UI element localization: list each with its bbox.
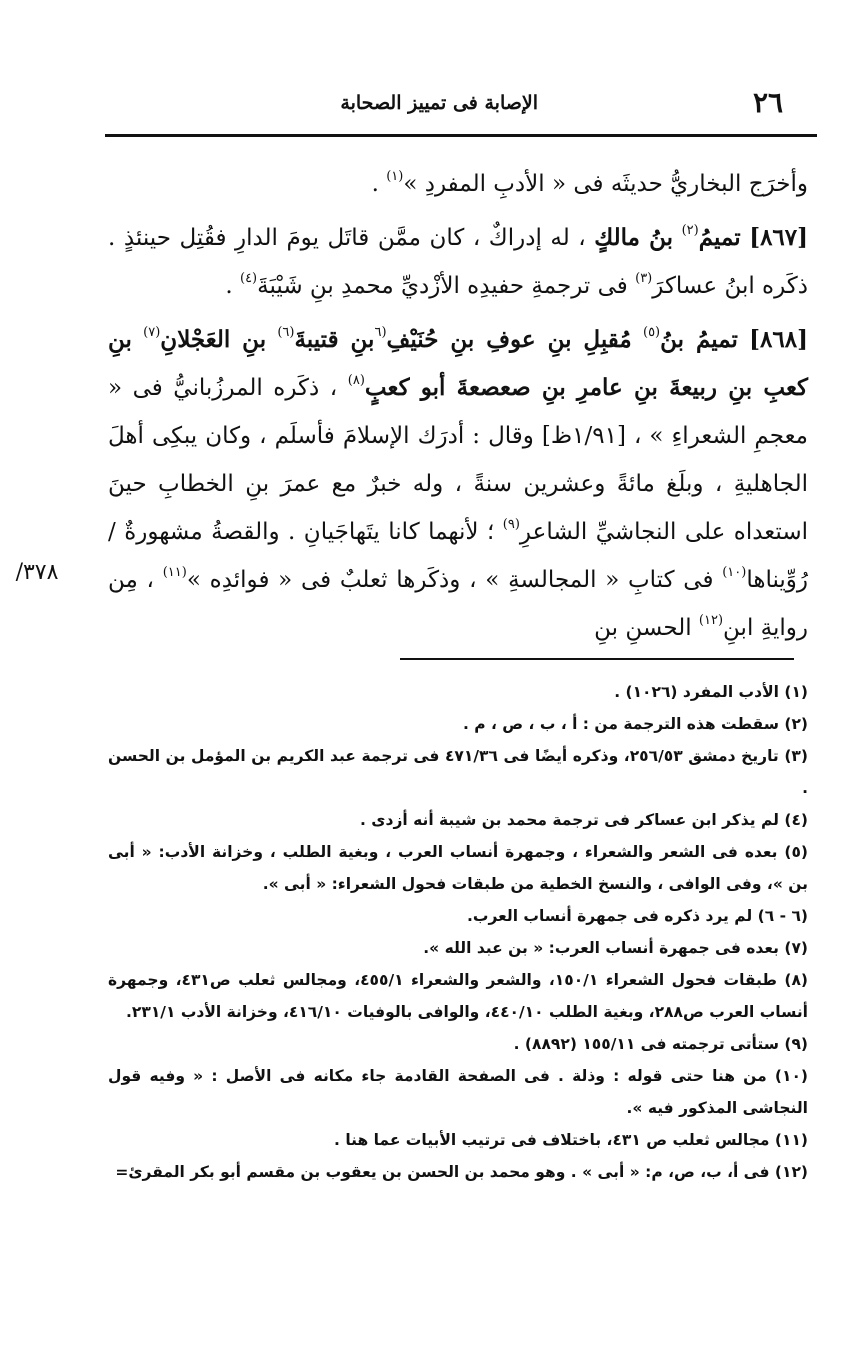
footnote-ref: (١٢) (698, 613, 724, 628)
footnotes (108, 676, 808, 1188)
footnote-ref: (١٠) (722, 565, 747, 580)
footnote-ref: (٦ (374, 325, 387, 340)
entry-name: بنُ مالكٍ (594, 224, 674, 251)
footnote: (١) الأدب المفرد (١٠٢٦) . (614, 683, 808, 701)
entry-name: تميمُ بنُ (660, 326, 738, 353)
entry-number: [٨٦٧] (749, 224, 809, 251)
entry-868: [٨٦٨] تميمُ بنُ$^{(٥)}$ مُقبِلِ بنِ عوفِ بنِ حُنَيْفِ$^{(٦}$بنِ قتيبةَ$^{(٦)}$ بنِ العَجْلانِ$^{(٧)}$ بنِ كعبِ بنِ ربيعةَ بنِ عامرِ بنِ صعصعةَ أبو كعبٍ$^{(٨)}$ ، ذكَره المرزُبانيُّ فى « معجمِ الشعراءِ » ، [١/٩١ظ] وقال : أدرَك الإسلامَ فأسلَم ، وكان يبكِى أهلَ الجاهليةِ ، وبلَغ مائةً وعشرين سنةً ، وله خبرٌ مع عمرَ بنِ الخطابِ حينَ استعداه على النجاشيِّ الشاعرِ$^{(٩)}$ ؛ لأنهما كانا يتَهاجَيانِ . والقصةُ مشهورةٌ / رُوِّيناها$^{(١٠)}$ فى كتابِ « المجالسةِ » ، وذكَرها ثعلبٌ فى « فوائدِه »$^{(١١)}$ ، مِن روايةِ ابنِ$^{(١٢)}$ الحسنِ بنِ (108, 325, 809, 641)
entry-name: مُقبِلِ بنِ عوفِ بنِ حُنَيْفِ (386, 326, 632, 353)
main-text (108, 160, 808, 652)
footnote-ref: (٢) (681, 223, 699, 238)
footnote-ref: (١١) (162, 565, 187, 580)
paragraph-bukhari: وأخرَج البخاريُّ حديثَه فى « الأدبِ المفردِ »$^{(١)}$ . (371, 169, 808, 197)
entry-number: [٨٦٨] (749, 326, 808, 353)
footnote: (١٢) فى أ، ب، ص، م: « أبى » . وهو محمد بن الحسن بن يعقوب بن مقسم أبو بكر المقرئ= (115, 1163, 808, 1181)
entry-name: بنِ كعبِ بنِ ربيعةَ بنِ عامرِ بنِ صعصعةَ أبو كعبٍ (108, 326, 809, 401)
running-title: الإصابة فى تمييز الصحابة (340, 92, 538, 114)
footnote: (٥) بعده فى الشعر والشعراء ، وجمهرة أنساب العرب ، وبغية الطلب ، وخزانة الأدب: « أبى بن »، وفى الوافى ، والنسخ الخطية من طبقات فحول الشعراء: « أبى ». (108, 843, 808, 893)
margin-note: /٣٧٨ (15, 560, 59, 585)
header-rule (105, 134, 817, 137)
entry-name: تميمُ (698, 224, 741, 251)
footnote: (٧) بعده فى جمهرة أنساب العرب: « بن عبد الله ». (423, 939, 808, 957)
footnote: (٣) تاريخ دمشق ٢٥٦/٥٣، وذكره أيضًا فى ٤٧١/٣٦ فى ترجمة عبد الكريم بن المؤمل بن الحسن . (108, 747, 808, 797)
footnote: (١٠) من هنا حتى قوله : وذلة . فى الصفحة القادمة جاء مكانه فى الأصل : « وفيه قول النجاشى المذكور فيه ». (108, 1067, 808, 1117)
footnote-ref: (٨) (347, 373, 365, 388)
footnote-ref: (٥) (642, 325, 661, 340)
entry-867: [٨٦٧] تميمُ$^{(٢)}$ بنُ مالكٍ ، له إدراكٌ ، كان ممَّن قاتَل يومَ الدارِ فقُتِل حينئذٍ . ذكَره ابنُ عساكرَ$^{(٣)}$ فى ترجمةِ حفيدِه الأزْديِّ محمدِ بنِ شَيْبَةَ$^{(٤)}$ . (108, 223, 809, 299)
entry-name: بنِ العَجْلانِ (160, 326, 267, 353)
footnote: (٨) طبقات فحول الشعراء ١٥٠/١، والشعر والشعراء ٤٥٥/١، ومجالس ثعلب ص٤٣١، وجمهرة أنساب العرب ص٢٨٨، وبغية الطلب ٤٤٠/١٠، والوافى بالوفيات ٤١٦/١٠، وخزانة الأدب ٢٣١/١. (108, 971, 809, 1021)
footnote-ref: (٦) (277, 325, 295, 340)
footnote-ref: (٩) (502, 517, 520, 532)
footnote-ref: (٣) (635, 271, 653, 286)
footnote-ref: (٧) (143, 325, 161, 340)
entry-name: بنِ قتيبةَ (294, 326, 375, 353)
page-number: ٢٦ (752, 86, 784, 119)
footnote-rule (400, 658, 794, 660)
footnote-ref: (٤) (239, 271, 258, 286)
footnote: (٢) سقطت هذه الترجمة من : أ ، ب ، ص ، م . (462, 715, 808, 733)
footnote: (٤) لم يذكر ابن عساكر فى ترجمة محمد بن شيبة أنه أزدى . (360, 811, 808, 829)
footnote: (٩) ستأتى ترجمته فى ١٥٥/١١ (٨٨٩٢) . (513, 1035, 808, 1053)
footnote: (١١) مجالس ثعلب ص ٤٣١، باختلاف فى ترتيب الأبيات عما هنا . (334, 1131, 808, 1149)
footnote: (٦ - ٦) لم يرد ذكره فى جمهرة أنساب العرب. (467, 907, 808, 925)
footnote-ref: (١) (386, 169, 404, 184)
